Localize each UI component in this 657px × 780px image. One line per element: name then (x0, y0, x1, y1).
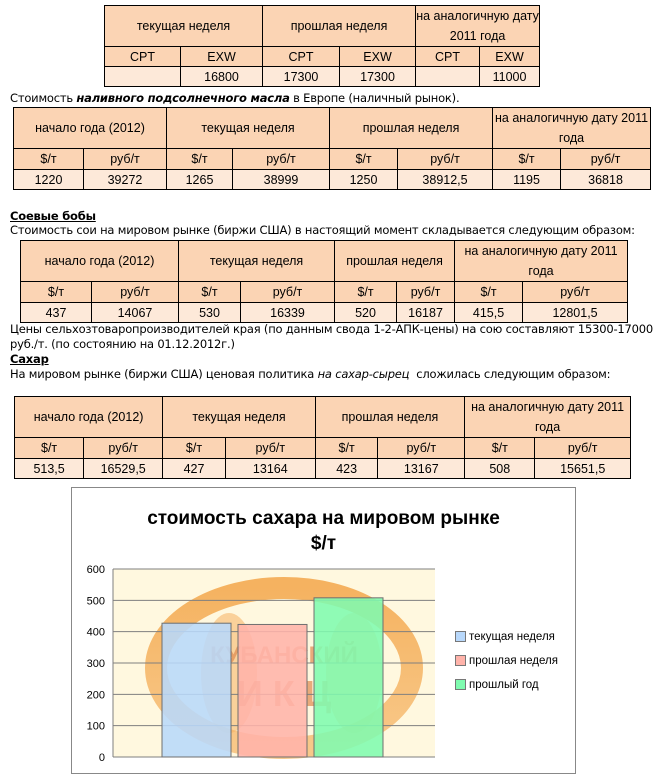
data-cell: 12801,5 (523, 303, 628, 323)
subheader-cell: руб/т (535, 438, 631, 459)
table-top (104, 5, 540, 87)
data-cell: 38912,5 (398, 170, 493, 190)
subheader-cell: руб/т (225, 438, 315, 459)
header-cell: на аналогичную дату 2011 года (416, 6, 540, 47)
soy-note-line2: руб./т. (по состоянию на 01.12.2012г.) (10, 337, 235, 351)
subheader-cell: руб/т (84, 438, 163, 459)
table-sugar (14, 396, 631, 479)
subheader-cell: $/т (21, 282, 92, 303)
data-cell: 530 (179, 303, 241, 323)
header-cell: текущая неделя (105, 6, 263, 47)
chart-title-line2: $/т (310, 533, 337, 554)
header-cell: прошлая неделя (315, 397, 464, 438)
subheader-cell: руб/т (561, 149, 651, 170)
y-tick-label: 200 (86, 689, 105, 702)
table-oil (13, 107, 651, 190)
subheader-cell: руб/т (241, 282, 335, 303)
legend-label: прошлая неделя (469, 655, 558, 667)
data-cell: 38999 (233, 170, 330, 190)
header-cell: прошлая неделя (330, 108, 493, 149)
y-tick-label: 500 (86, 595, 105, 608)
data-cell: 1220 (14, 170, 84, 190)
header-cell: на аналогичную дату 2011 года (455, 241, 628, 282)
legend-swatch (455, 655, 466, 666)
chart-title-line1: стоимость сахара на мировом рынке (147, 508, 500, 529)
data-cell: 415,5 (455, 303, 523, 323)
header-cell: текущая неделя (167, 108, 330, 149)
data-cell: 17300 (340, 67, 416, 87)
subheader-cell: $/т (493, 149, 561, 170)
data-cell: 1250 (330, 170, 398, 190)
data-cell: 14067 (92, 303, 179, 323)
legend-swatch (455, 631, 466, 642)
subheader-cell: CPT (263, 47, 340, 67)
data-cell: 1265 (167, 170, 233, 190)
header-cell: текущая неделя (163, 397, 316, 438)
subheader-cell: CPT (416, 47, 480, 67)
legend-item (455, 679, 539, 691)
sugar-caption-emphasis: на сахар-сырец (317, 367, 410, 381)
soy-caption: Стоимость сои на мировом рынке (биржи США) в настоящий момент складывается следующим образом: (10, 223, 635, 237)
data-cell (105, 67, 181, 87)
subheader-cell: руб/т (233, 149, 330, 170)
data-cell: 16529,5 (84, 459, 163, 479)
data-cell: 1195 (493, 170, 561, 190)
subheader-cell: $/т (14, 149, 84, 170)
header-cell: начало года (2012) (15, 397, 163, 438)
subheader-cell: руб/т (92, 282, 179, 303)
subheader-cell: руб/т (398, 149, 493, 170)
data-cell: 17300 (263, 67, 340, 87)
bar-3 (314, 598, 383, 757)
legend-label: текущая неделя (469, 631, 555, 643)
data-cell: 520 (335, 303, 397, 323)
subheader-cell: CPT (105, 47, 181, 67)
subheader-cell: $/т (167, 149, 233, 170)
data-cell: 16187 (397, 303, 455, 323)
subheader-cell: $/т (335, 282, 397, 303)
data-cell: 13167 (378, 459, 465, 479)
data-cell: 15651,5 (535, 459, 631, 479)
sugar-heading: Сахар (10, 352, 49, 366)
header-cell: текущая неделя (179, 241, 335, 282)
data-cell: 39272 (84, 170, 167, 190)
oil-caption-emphasis: наливного подсолнечного масла (76, 91, 290, 105)
subheader-cell: $/т (455, 282, 523, 303)
sugar-chart (71, 487, 576, 774)
legend-swatch (455, 679, 466, 690)
table-soy (20, 240, 628, 323)
y-tick-label: 100 (86, 720, 105, 733)
data-cell: 16339 (241, 303, 335, 323)
soy-note-line1: Цены сельхозтоваропроизводителей края (по данным свода 1-2-АПК-цены) на сою составляют 15300-17000 (10, 322, 653, 336)
y-tick-label: 600 (86, 564, 105, 576)
data-cell: 513,5 (15, 459, 84, 479)
data-cell: 16800 (181, 67, 263, 87)
subheader-cell: $/т (15, 438, 84, 459)
subheader-cell: руб/т (523, 282, 628, 303)
data-cell: 423 (315, 459, 378, 479)
subheader-cell: $/т (163, 438, 226, 459)
soy-heading: Соевые бобы (10, 209, 96, 223)
header-cell: прошлая неделя (335, 241, 455, 282)
legend-item (455, 655, 558, 667)
header-cell: прошлая неделя (263, 6, 416, 47)
bar-1 (162, 623, 231, 757)
subheader-cell: руб/т (378, 438, 465, 459)
data-cell: 508 (465, 459, 535, 479)
subheader-cell: EXW (340, 47, 416, 67)
header-cell: начало года (2012) (14, 108, 167, 149)
subheader-cell: EXW (480, 47, 540, 67)
data-cell: 36818 (561, 170, 651, 190)
data-cell (416, 67, 480, 87)
subheader-cell: EXW (181, 47, 263, 67)
bar-2 (238, 624, 307, 757)
legend-item (455, 631, 555, 643)
y-tick-label: 300 (86, 658, 105, 670)
oil-caption: Стоимость наливного подсолнечного масла в Европе (наличный рынок). (10, 91, 460, 105)
legend-label: прошлый год (469, 679, 539, 691)
y-tick-label: 400 (86, 626, 105, 639)
data-cell: 427 (163, 459, 226, 479)
header-cell: начало года (2012) (21, 241, 179, 282)
sugar-caption: На мировом рынке (биржи США) ценовая политика на сахар-сырец сложилась следующим образом: (10, 367, 611, 381)
y-tick-label: 0 (98, 752, 105, 764)
header-cell: на аналогичную дату 2011 года (465, 397, 631, 438)
data-cell: 13164 (225, 459, 315, 479)
subheader-cell: руб/т (397, 282, 455, 303)
subheader-cell: $/т (315, 438, 378, 459)
data-cell: 437 (21, 303, 92, 323)
subheader-cell: руб/т (84, 149, 167, 170)
data-cell: 11000 (480, 67, 540, 87)
header-cell: на аналогичную дату 2011 года (493, 108, 651, 149)
subheader-cell: $/т (179, 282, 241, 303)
subheader-cell: $/т (330, 149, 398, 170)
subheader-cell: $/т (465, 438, 535, 459)
